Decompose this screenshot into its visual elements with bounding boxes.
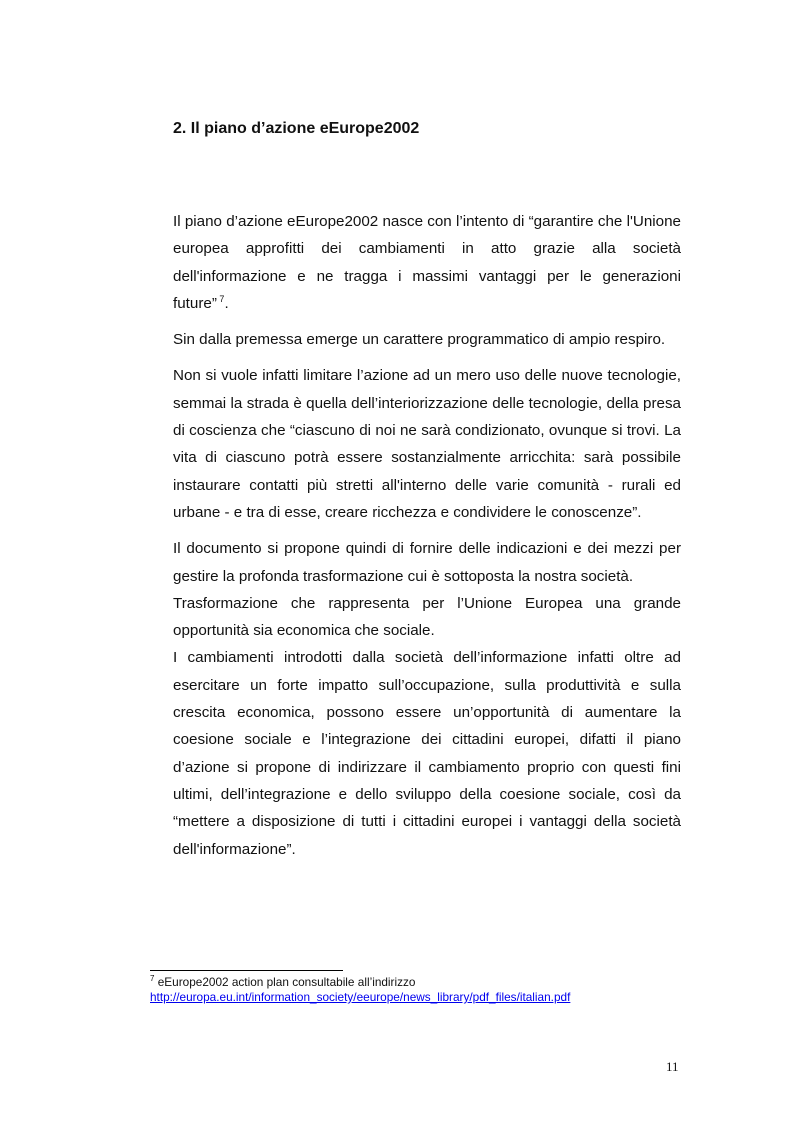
footnote-separator (150, 970, 343, 971)
paragraph-documento: Il documento si propone quindi di fornire delle indicazioni e dei mezzi per gestire la profonda trasformazione cui è sottoposta la nostra società. (173, 540, 681, 585)
paragraph-text: Il piano d’azione eEurope2002 nasce con l’intento di “garantire che l'Unione europea approfitti dei cambiamenti in atto grazie alla società dell'informazione e ne tragga i massimi vantaggi per le generazioni future” (173, 213, 681, 312)
paragraph-premessa: Sin dalla premessa emerge un carattere programmatico di ampio respiro. (173, 331, 666, 349)
body-text (173, 208, 681, 863)
section-title: 2. Il piano d’azione eEurope2002 (173, 120, 420, 137)
paragraph-interiorizzazione: Non si vuole infatti limitare l’azione ad un mero uso delle nuove tecnologie, semmai la strada è quella dell’interiorizzazione delle tecnologie, della presa di coscienza che “ciascuno di noi ne sarà condizionato, ovunque si trovi. La vita di ciascuno potrà essere sostanzialmente arricchita: sarà possibile instaurare contatti più stretti all'interno delle varie comunità - rurali ed urbane - e tra di esse, creare ricchezza e condividere le conoscenze”. (173, 367, 681, 521)
page-number: 11 (666, 1059, 679, 1074)
footnote-text: eEurope2002 action plan consultabile all’indirizzo (154, 975, 416, 989)
paragraph-intro: Il piano d’azione eEurope2002 nasce con l’intento di “garantire che l'Unione europea approfitti dei cambiamenti in atto grazie alla società dell'informazione e ne tragga i massimi vantaggi per le generazioni future” $^7$. (173, 213, 681, 312)
footnote-line (150, 975, 570, 990)
paragraph-cambiamenti: I cambiamenti introdotti dalla società dell’informazione infatti oltre ad esercitare un forte impatto sull’occupazione, sulla produttività e sulla crescita economica, possono essere un’opportunità di aumentare la coesione sociale e l’integrazione dei cittadini europei, difatti il piano d’azione si propone di indirizzare il cambiamento proprio con questi fini ultimi, dell’integrazione e dello sviluppo della coesione sociale, così da “mettere a disposizione di tutti i cittadini europei i vantaggi della società dell'informazione”. (173, 649, 681, 858)
footnote-number: 7 (150, 974, 155, 984)
footnote (150, 975, 570, 1005)
paragraph-trasformazione: Trasformazione che rappresenta per l’Unione Europea una grande opportunità sia economica che sociale. (173, 594, 681, 640)
footnote-reference[interactable]: 7 (219, 293, 225, 304)
footnote-link[interactable]: http://europa.eu.int/information_society/eeurope/news_library/pdf_files/italian.pdf (150, 990, 571, 1004)
